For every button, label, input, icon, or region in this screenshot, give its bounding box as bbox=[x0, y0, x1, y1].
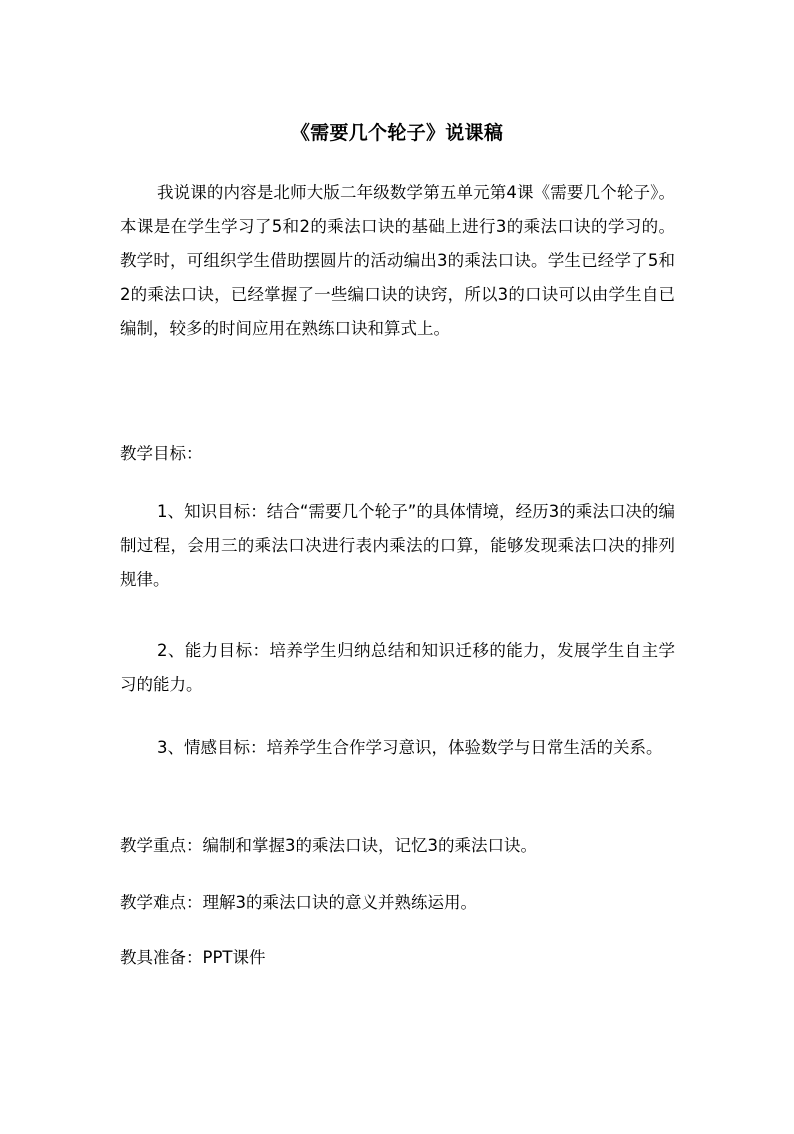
key-point: 教学重点：编制和掌握3的乘法口诀，记忆3的乘法口诀。 bbox=[120, 836, 537, 855]
objective-ability: 2、能力目标：培养学生归纳总结和知识迁移的能力，发展学生自主学习的能力。 bbox=[120, 641, 675, 694]
document-title: 《需要几个轮子》说课稿 bbox=[290, 122, 504, 144]
difficulty: 教学难点：理解3的乘法口诀的意义并熟练运用。 bbox=[120, 893, 477, 912]
objective-knowledge: 1、知识目标：结合“需要几个轮子”的具体情境，经历3的乘法口决的编制过程，会用三的乘法口决进行表内乘法的口算，能够发现乘法口决的排列规律。 bbox=[120, 502, 675, 589]
objectives-heading: 教学目标： bbox=[120, 444, 203, 463]
teaching-materials: 教具准备：PPT课件 bbox=[120, 948, 266, 967]
objective-emotion: 3、情感目标：培养学生合作学习意识，体验数学与日常生活的关系。 bbox=[157, 738, 663, 757]
intro-paragraph: 我说课的内容是北师大版二年级数学第五单元第4课《需要几个轮子》。本课是在学生学习了5和2的乘法口诀的基础上进行3的乘法口诀的学习的。教学时，可组织学生借助摆圆片的活动编出3的乘法口诀。学生已经学了5和2的乘法口诀，已经掌握了一些编口诀的诀窍，所以3的口诀可以由学生自已编制，较多的时间应用在熟练口诀和算式上。 bbox=[120, 183, 675, 338]
